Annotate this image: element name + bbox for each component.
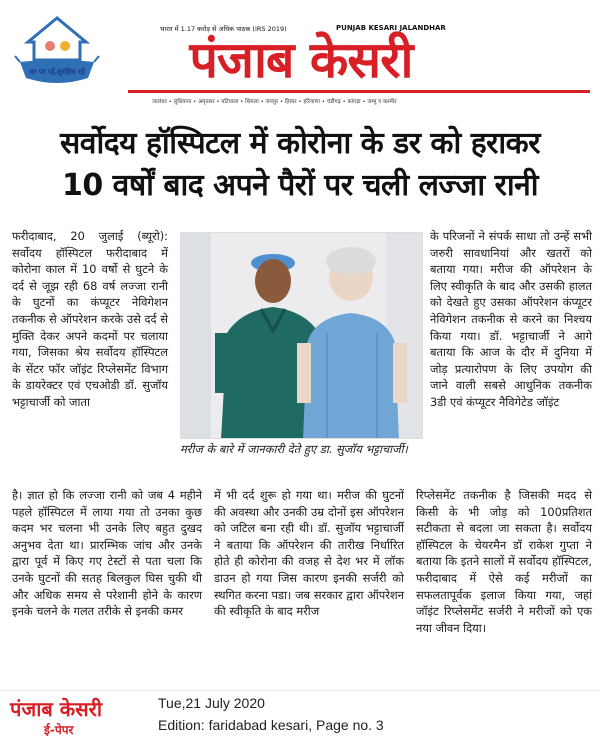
article-column-3-bottom: रिप्लेसमेंट तकनीक है जिसकी मदद से किसी के भी जोड़ को 100प्रतिशत सटीकता से बदला जा सकता है। सर्वोदय हॉस्पिटल के चेयरमैन डॉ राकेश गुप्ता ने बताया कि इतने सालों में सर्वोदय हॉस्पिटल, फरीदाबाद में ऐसे कई मरीजों का सफलतापूर्वक इलाज किया गया, जहां जॉइंट रिप्लेसमेंट सर्जरी ने मरीजों को एक नया जीवन दिया। [416, 488, 592, 635]
article-column-3-top: के परिजनों ने संपर्क साधा तो उन्हें सभी जरुरी सावधानियां और खतरों को बताया गया। मरीज की ऑपरेशन के लिए स्वीकृति के बाद और उसकी हालत को देखते हुए उसका ऑपरेशन कंप्यूटर नेविगेशन तकनीक से करने का निश्चय किया गया। डॉ. भट्टाचार्जी ने आगे बताया कि आज के दौर में दुनिया में जोड़ प्रत्यारोपण के लिए उपयोग की जाने वाली सबसे आधुनिक तकनीक 3डी एवं कंप्यूटर नैविगेटेड जॉइंट [430, 229, 592, 409]
masthead-sub-strip [152, 97, 592, 105]
footer-epaper-label: ई-पेपर [44, 723, 74, 737]
article-column-2-bottom: में भी दर्द शुरू हो गया था। मरीज की घुटनों की अवस्था और उनकी उम्र दोनों इस ऑपरेशन को जटिल बना रही थी। डॉ. सुजॉय भट्टाचार्जी ने बताया कि ऑपरेशन की तारीख निर्धारित होते ही कोरोना की वजह से देश भर में लॉक डाउन हो गया जिस कारण इनकी सर्जरी को स्थगित करना पडा। जब सरकार द्वारा ऑपरेशन की स्वीकृति के बाद मरीज [214, 488, 404, 619]
headline-line-2: 10 वर्षों बाद अपने पैरों पर चली लज्जा रानी [61, 168, 539, 203]
headline-line-1: सर्वोदय हॉस्पिटल में कोरोना के डर को हराकर [60, 126, 540, 161]
readership-note: भारत में 1.17 करोड़ से अधिक पाठक (IRS 2019) [160, 25, 287, 33]
stay-home-caption: घर पर रहें,सुरक्षित रहें [29, 68, 85, 76]
article-photo [180, 232, 423, 439]
masthead [0, 0, 600, 112]
photo-caption: मरीज के बारे में जानकारी देते हुए डा. सुजॉय भट्टाचार्जी। [180, 442, 408, 456]
doctor-patient-photo [181, 233, 423, 439]
edition-list: जालंधर • लुधियाना • अमृतसर • पटियाला • शिमला • जयपुर • हिसार • हरियाणा • चंडीगढ़ • कांगड़ा • जम्मू व कश्मीर [152, 99, 397, 105]
edition-info: Edition: faridabad kesari, Page no. 3 [158, 717, 384, 733]
edition-city: PUNJAB KESARI JALANDHAR [336, 24, 446, 32]
footer-brand: पंजाब केसरी [10, 697, 103, 721]
epaper-footer [0, 690, 600, 740]
publication-date: Tue,21 July 2020 [158, 695, 265, 711]
article-column-1-top: फरीदाबाद, 20 जुलाई (ब्यूरो): सर्वोदय हॉस्पिटल फरीदाबाद में कोरोना काल में 10 वर्षो से घुटने के दर्द से जूझ रही 68 वर्ष लज्जा रानी के घुटनों का कंप्यूटर नेविगेशन तकनीक से ऑपरेशन करके उसे दर्द से मुक्ति देकर अपने कदमों पर चलाया गया, जिसका श्रेय सर्वोदय हॉस्पिटल के सेंटर फॉर जॉइंट रिप्लेसमेंट विभाग के डायरेक्टर एवं एचओडी डॉ. सुजॉय भट्टाचार्जी को जाता [12, 229, 168, 409]
newspaper-brand: पंजाब केसरी [189, 31, 413, 89]
headline [0, 124, 600, 208]
article-column-1-bottom: है। ज्ञात हो कि लज्जा रानी को जब 4 महीने पहले हॉस्पिटल में लाया गया तो उनका कुछ कदम भर चलना भी उनके लिए बहुत दुखद अनुभव देता था। प्रारम्भिक जांच और उनके द्वारा पूर्व में किए गए टेस्टों से पता चला कि उनके घुटनों की सतह बिलकुल घिस चुकी थी और अधिक समय से परेशानी होने के कारण इनके चलने के गलत तरीके से इनकी कमर [12, 488, 202, 619]
brand-divider [128, 90, 590, 93]
stay-home-logo [14, 16, 100, 108]
article-body [12, 228, 592, 683]
